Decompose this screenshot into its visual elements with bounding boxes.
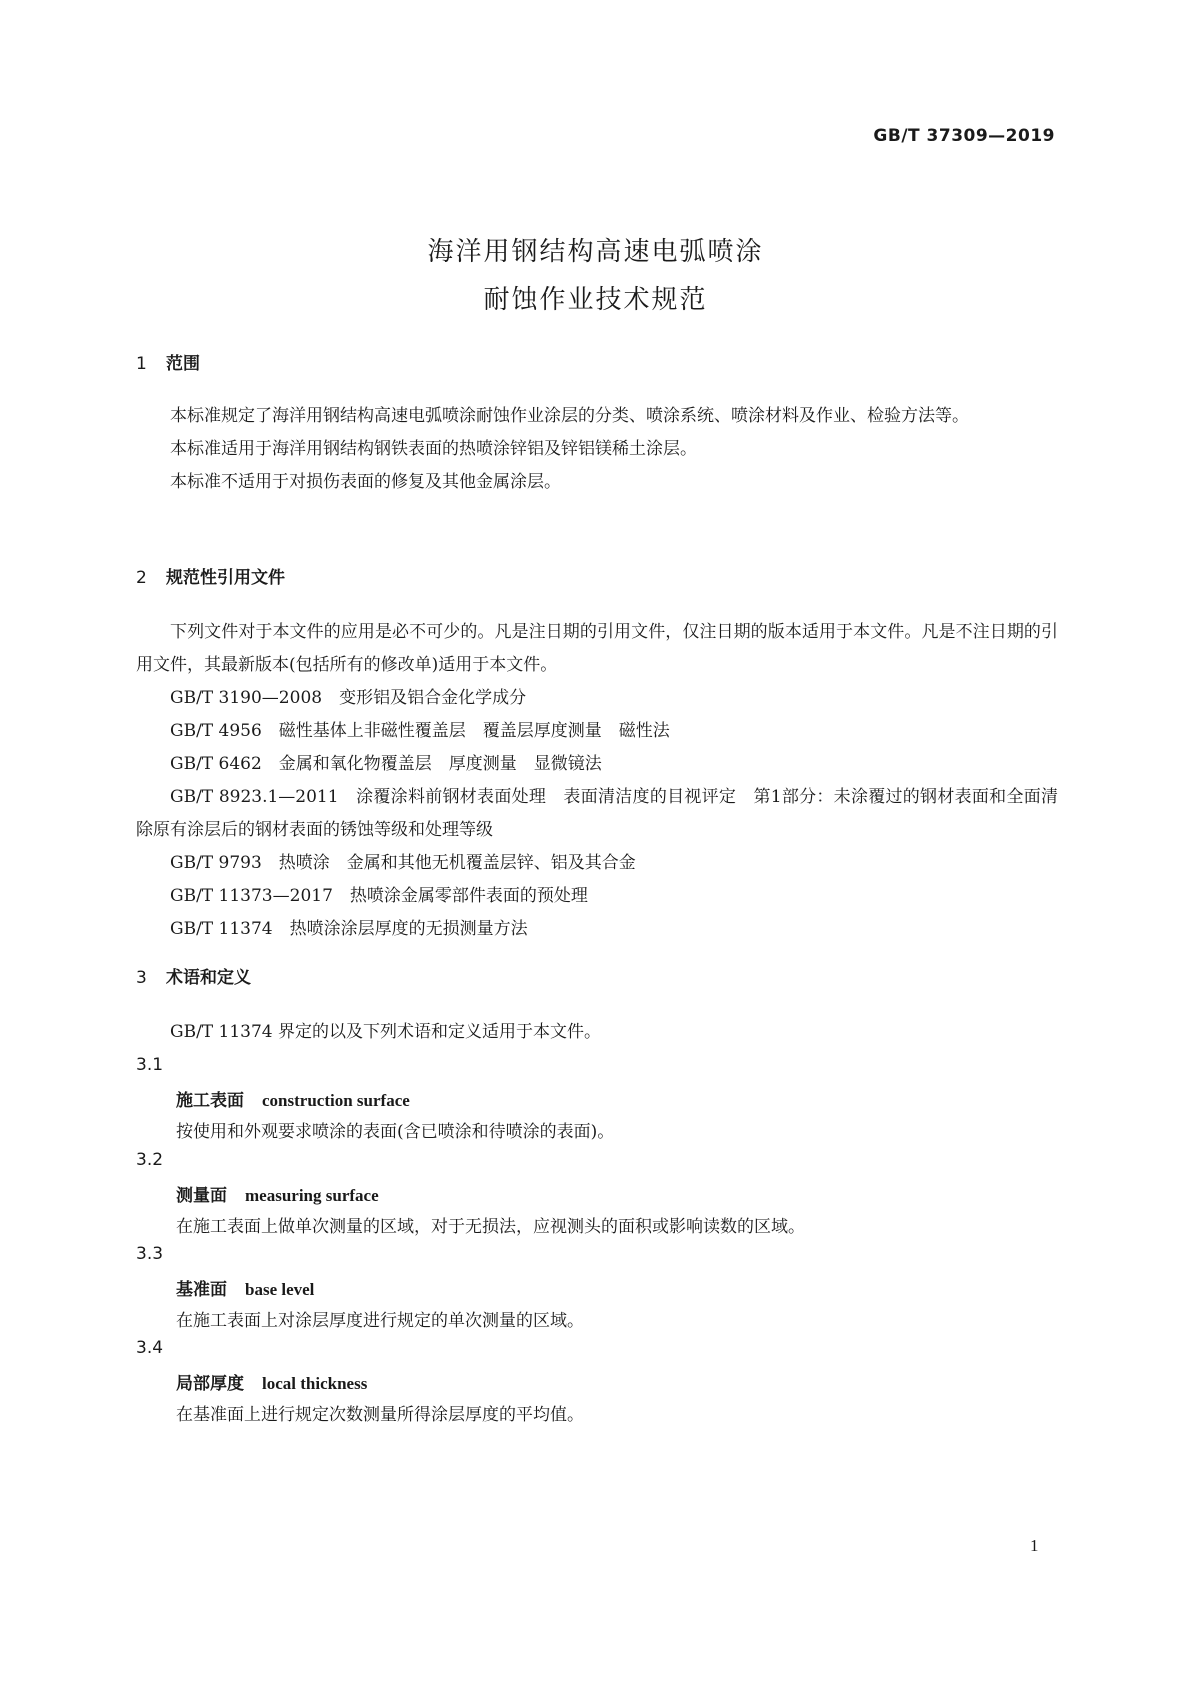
term-definition: 按使用和外观要求喷涂的表面(含已喷涂和待喷涂的表面)。 xyxy=(176,1122,615,1142)
section-title: 范围 xyxy=(166,354,200,374)
term-definition: 在基准面上进行规定次数测量所得涂层厚度的平均值。 xyxy=(176,1405,584,1425)
term-definition: 在施工表面上做单次测量的区域，对于无损法，应视测头的面积或影响读数的区域。 xyxy=(176,1217,805,1237)
term-english: construction surface xyxy=(262,1091,410,1110)
section-title: 规范性引用文件 xyxy=(166,568,285,588)
section-3-heading xyxy=(136,963,251,988)
term-chinese: 施工表面 xyxy=(176,1091,244,1111)
reference-item: GB/T 11373—2017 热喷涂金属零部件表面的预处理 xyxy=(170,886,588,906)
paragraph: 本标准不适用于对损伤表面的修复及其他金属涂层。 xyxy=(170,472,561,492)
standard-code: GB/T 37309—2019 xyxy=(873,126,1055,146)
term-chinese: 测量面 xyxy=(176,1186,227,1206)
reference-item: GB/T 11374 热喷涂涂层厚度的无损测量方法 xyxy=(170,919,528,939)
section-number: 3 xyxy=(136,968,147,988)
term-heading xyxy=(176,1181,379,1206)
term-english: local thickness xyxy=(262,1374,368,1393)
term-definition: 在施工表面上对涂层厚度进行规定的单次测量的区域。 xyxy=(176,1311,584,1331)
paragraph: 下列文件对于本文件的应用是必不可少的。凡是注日期的引用文件，仅注日期的版本适用于本文件。凡是不注日期的引用文件，其最新版本(包括所有的修改单)适用于本文件。 xyxy=(136,622,1058,675)
page-number: 1 xyxy=(1030,1536,1039,1555)
section-2-heading xyxy=(136,563,285,588)
reference-item: GB/T 6462 金属和氧化物覆盖层 厚度测量 显微镜法 xyxy=(170,754,602,774)
term-english: base level xyxy=(245,1280,315,1299)
section-title: 术语和定义 xyxy=(166,968,251,988)
reference-item: GB/T 3190—2008 变形铝及铝合金化学成分 xyxy=(170,688,527,708)
paragraph: 本标准适用于海洋用钢结构钢铁表面的热喷涂锌铝及锌铝镁稀土涂层。 xyxy=(170,439,697,459)
term-number: 3.3 xyxy=(136,1244,164,1264)
section-number: 1 xyxy=(136,354,147,374)
term-heading xyxy=(176,1086,410,1111)
document-title xyxy=(0,228,1191,324)
reference-item: GB/T 9793 热喷涂 金属和其他无机覆盖层锌、铝及其合金 xyxy=(170,853,636,873)
title-line-2: 耐蚀作业技术规范 xyxy=(483,285,708,315)
paragraph: GB/T 11374 界定的以及下列术语和定义适用于本文件。 xyxy=(170,1022,602,1042)
term-heading xyxy=(176,1369,367,1394)
term-number: 3.1 xyxy=(136,1055,164,1075)
section-number: 2 xyxy=(136,568,147,588)
term-chinese: 局部厚度 xyxy=(176,1374,244,1394)
section-3-intro xyxy=(136,1016,1058,1049)
reference-item: GB/T 4956 磁性基体上非磁性覆盖层 覆盖层厚度测量 磁性法 xyxy=(170,721,670,741)
title-line-1: 海洋用钢结构高速电弧喷涂 xyxy=(427,237,764,267)
term-number: 3.4 xyxy=(136,1338,164,1358)
reference-item: GB/T 8923.1—2011 涂覆涂料前钢材表面处理 表面清洁度的目视评定 第1部分：未涂覆过的钢材表面和全面清除原有涂层后的钢材表面的锈蚀等级和处理等级 xyxy=(136,787,1058,840)
term-heading xyxy=(176,1275,314,1300)
section-1-body xyxy=(136,400,1058,499)
paragraph: 本标准规定了海洋用钢结构高速电弧喷涂耐蚀作业涂层的分类、喷涂系统、喷涂材料及作业、检验方法等。 xyxy=(170,406,969,426)
term-english: measuring surface xyxy=(245,1186,379,1205)
section-2-body xyxy=(136,616,1058,946)
term-chinese: 基准面 xyxy=(176,1280,227,1300)
term-number: 3.2 xyxy=(136,1150,164,1170)
section-1-heading xyxy=(136,349,200,374)
